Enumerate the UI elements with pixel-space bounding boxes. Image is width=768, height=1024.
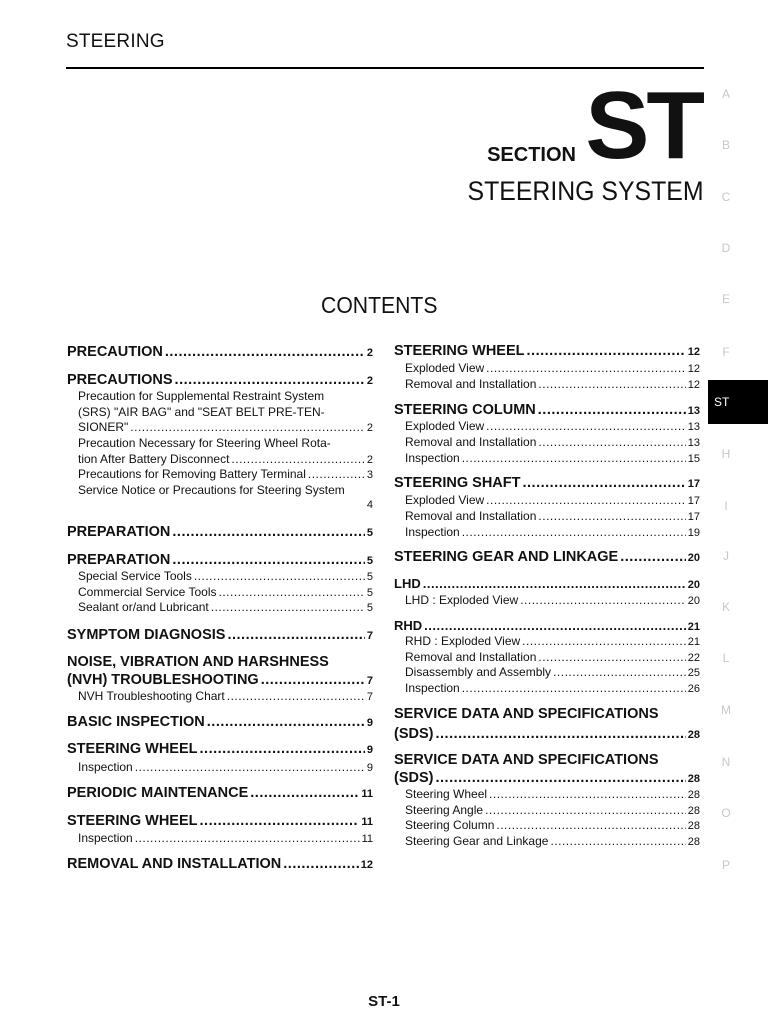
- toc-entry[interactable]: STEERING COLUMN ..... 13: [394, 402, 700, 418]
- toc-entry[interactable]: Steering Wheel ..... 28: [394, 787, 700, 801]
- toc-entry[interactable]: Removal and Installation ..... 13: [394, 435, 700, 449]
- side-index-letter[interactable]: L: [722, 651, 730, 665]
- section-code: ST: [585, 72, 702, 179]
- side-index: [708, 0, 768, 1024]
- toc-entry[interactable]: Exploded View ..... 12: [394, 361, 700, 375]
- toc-entry[interactable]: STEERING WHEEL ..... 12: [394, 343, 700, 359]
- section-word: SECTION: [487, 144, 576, 166]
- toc-entry[interactable]: Steering Column ..... 28: [394, 818, 700, 832]
- toc-entry-text[interactable]: (SRS) "AIR BAG" and "SEAT BELT PRE-TEN-: [78, 405, 325, 419]
- toc-entry[interactable]: SIONER" ..... 2: [67, 420, 373, 434]
- toc-entry[interactable]: PRECAUTIONS ..... 2: [67, 372, 373, 388]
- toc-entry[interactable]: REMOVAL AND INSTALLATION ..... 12: [67, 856, 373, 872]
- side-index-letter[interactable]: J: [723, 549, 729, 563]
- toc-entry[interactable]: Precautions for Removing Battery Terminal ..... 3: [67, 467, 373, 481]
- toc-entry[interactable]: SYMPTOM DIAGNOSIS ..... 7: [67, 627, 373, 643]
- side-index-letter[interactable]: H: [721, 447, 731, 461]
- toc-entry[interactable]: Removal and Installation ..... 17: [394, 509, 700, 523]
- side-index-letter[interactable]: F: [722, 345, 730, 359]
- toc-entry-text[interactable]: Service Notice or Precautions for Steering System: [78, 483, 345, 497]
- toc-entry-text[interactable]: Precaution for Supplemental Restraint System: [78, 389, 325, 403]
- side-index-letter[interactable]: N: [721, 755, 731, 769]
- toc-entry[interactable]: PREPARATION ..... 5: [67, 552, 373, 568]
- toc-entry[interactable]: Steering Angle ..... 28: [394, 803, 700, 817]
- toc-left-column: [67, 0, 373, 1024]
- side-index-letter[interactable]: D: [721, 241, 731, 255]
- toc-entry-text[interactable]: SERVICE DATA AND SPECIFICATIONS: [394, 752, 659, 768]
- side-index-letter[interactable]: M: [721, 703, 731, 717]
- toc-entry[interactable]: Inspection ..... 19: [394, 525, 700, 539]
- toc-entry[interactable]: (NVH) TROUBLESHOOTING ..... 7: [67, 672, 373, 688]
- toc-entry[interactable]: Inspection ..... 26: [394, 681, 700, 695]
- toc-entry-text[interactable]: NOISE, VIBRATION AND HARSHNESS: [67, 654, 329, 670]
- toc-entry[interactable]: tion After Battery Disconnect ..... 2: [67, 452, 373, 466]
- toc-entry[interactable]: Disassembly and Assembly ..... 25: [394, 665, 700, 679]
- toc-entry[interactable]: LHD : Exploded View ..... 20: [394, 593, 700, 607]
- toc-entry-text[interactable]: SERVICE DATA AND SPECIFICATIONS: [394, 706, 659, 722]
- side-index-letter[interactable]: C: [721, 190, 731, 204]
- toc-entry[interactable]: NVH Troubleshooting Chart ..... 7: [67, 689, 373, 703]
- toc-entry[interactable]: Commercial Service Tools ..... 5: [67, 585, 373, 599]
- toc-entry[interactable]: STEERING SHAFT ..... 17: [394, 475, 700, 491]
- toc-entry[interactable]: STEERING GEAR AND LINKAGE ..... 20: [394, 549, 700, 565]
- toc-entry[interactable]: Exploded View ..... 13: [394, 419, 700, 433]
- toc-entry[interactable]: RHD : Exploded View ..... 21: [394, 634, 700, 648]
- side-index-letter[interactable]: B: [721, 138, 730, 152]
- toc-entry[interactable]: RHD ..... 21: [394, 618, 700, 633]
- side-index-letter[interactable]: O: [721, 806, 731, 820]
- side-index-letter[interactable]: A: [721, 87, 730, 101]
- toc-entry[interactable]: Sealant or/and Lubricant ..... 5: [67, 600, 373, 614]
- page-number: ST-1: [368, 993, 400, 1010]
- toc-entry[interactable]: STEERING WHEEL ..... 9: [67, 741, 373, 757]
- toc-entry[interactable]: Steering Gear and Linkage ..... 28: [394, 834, 700, 848]
- toc-entry[interactable]: PRECAUTION ..... 2: [67, 344, 373, 360]
- toc-entry[interactable]: Inspection ..... 9: [67, 760, 373, 774]
- toc-entry[interactable]: 4: [366, 499, 373, 511]
- toc-entry-text[interactable]: Precaution Necessary for Steering Wheel Rota-: [78, 436, 331, 450]
- contents-title: CONTENTS: [321, 292, 438, 318]
- side-index-letter[interactable]: P: [721, 858, 730, 872]
- toc-entry[interactable]: STEERING WHEEL ..... 11: [67, 813, 373, 829]
- side-index-letter[interactable]: E: [721, 292, 730, 306]
- toc-entry[interactable]: (SDS) ..... 28: [394, 770, 700, 786]
- toc-entry[interactable]: PERIODIC MAINTENANCE ..... 11: [67, 785, 373, 801]
- toc-entry[interactable]: Inspection ..... 11: [67, 831, 373, 845]
- toc-entry[interactable]: (SDS) ..... 28: [394, 726, 700, 742]
- toc-entry[interactable]: Exploded View ..... 17: [394, 493, 700, 507]
- side-index-letter[interactable]: I: [724, 499, 728, 513]
- header-title: STEERING: [66, 31, 165, 52]
- toc-entry[interactable]: LHD ..... 20: [394, 576, 700, 591]
- side-index-letter[interactable]: K: [721, 600, 730, 614]
- section-name: STEERING SYSTEM: [467, 176, 704, 206]
- toc-right-column: [394, 0, 700, 1024]
- toc-entry[interactable]: Special Service Tools ..... 5: [67, 569, 373, 583]
- toc-entry[interactable]: BASIC INSPECTION ..... 9: [67, 714, 373, 730]
- toc-entry[interactable]: Removal and Installation ..... 22: [394, 650, 700, 664]
- toc-entry[interactable]: PREPARATION ..... 5: [67, 524, 373, 540]
- toc-entry[interactable]: Removal and Installation ..... 12: [394, 377, 700, 391]
- toc-entry[interactable]: Inspection ..... 15: [394, 451, 700, 465]
- side-index-active-tab[interactable]: ST: [708, 380, 768, 424]
